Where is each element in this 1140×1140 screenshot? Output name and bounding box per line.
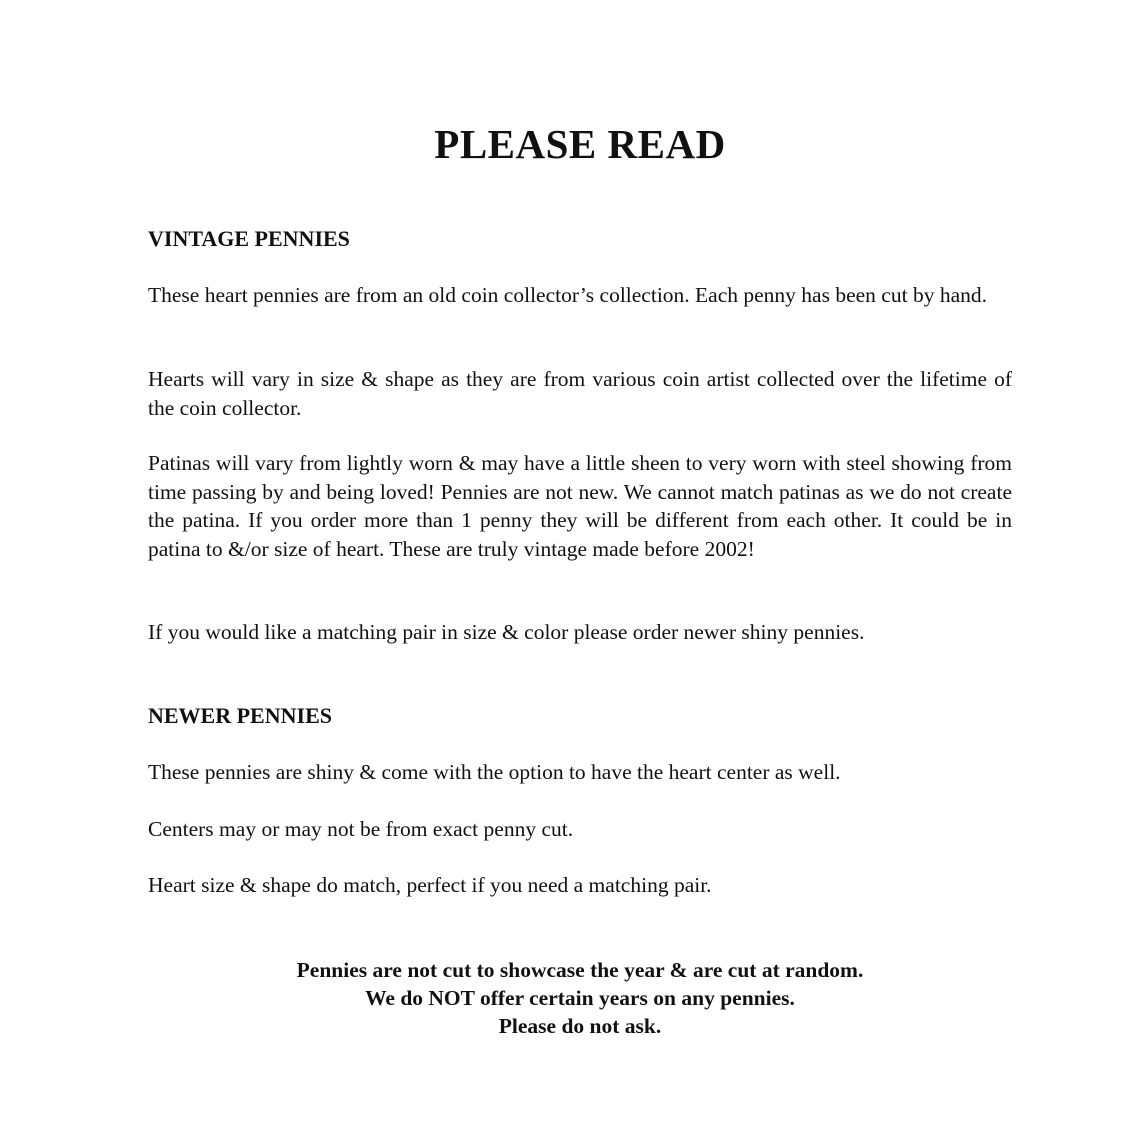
notice-line: Pennies are not cut to showcase the year & are cut at random.	[296, 958, 864, 982]
newer-section-heading: NEWER PENNIES	[148, 703, 332, 728]
vintage-paragraph: These heart pennies are from an old coin collector’s collection. Each penny has been cut by hand.	[148, 283, 987, 307]
newer-paragraph: These pennies are shiny & come with the option to have the heart center as well.	[148, 760, 841, 784]
vintage-paragraph: Patinas will vary from lightly worn & may have a little sheen to very worn with steel showing from time passing by and being loved! Pennies are not new. We cannot match patinas as we do not create the patina. If you order more than 1 penny they will be different from each other. It could be in patina to &/or size of heart. These are truly vintage made before 2002!	[148, 451, 1012, 561]
newer-paragraph: Heart size & shape do match, perfect if you need a matching pair.	[148, 873, 712, 897]
vintage-paragraph: If you would like a matching pair in size & color please order newer shiny pennies.	[148, 620, 865, 644]
vintage-paragraph: Hearts will vary in size & shape as they are from various coin artist collected over the lifetime of the coin collector.	[148, 367, 1012, 420]
vintage-section-heading-wrap	[148, 225, 1012, 253]
vintage-paragraph-4-wrap	[148, 618, 1012, 647]
vintage-paragraph-1-wrap	[148, 281, 1012, 310]
notice-line: Please do not ask.	[498, 1014, 662, 1038]
page-title: PLEASE READ	[434, 121, 726, 167]
newer-paragraph: Centers may or may not be from exact penny cut.	[148, 817, 574, 841]
newer-paragraph-2-wrap	[148, 815, 1012, 844]
notice-block	[148, 956, 1012, 1040]
newer-paragraph-3-wrap	[148, 871, 1012, 900]
vintage-paragraph-2-wrap	[148, 365, 1012, 422]
vintage-paragraph-3-wrap	[148, 449, 1012, 563]
vintage-section-heading: VINTAGE PENNIES	[148, 226, 350, 251]
notice-line: We do NOT offer certain years on any pennies.	[365, 986, 795, 1010]
newer-paragraph-1-wrap	[148, 758, 1012, 787]
newer-section-heading-wrap	[148, 702, 1012, 730]
